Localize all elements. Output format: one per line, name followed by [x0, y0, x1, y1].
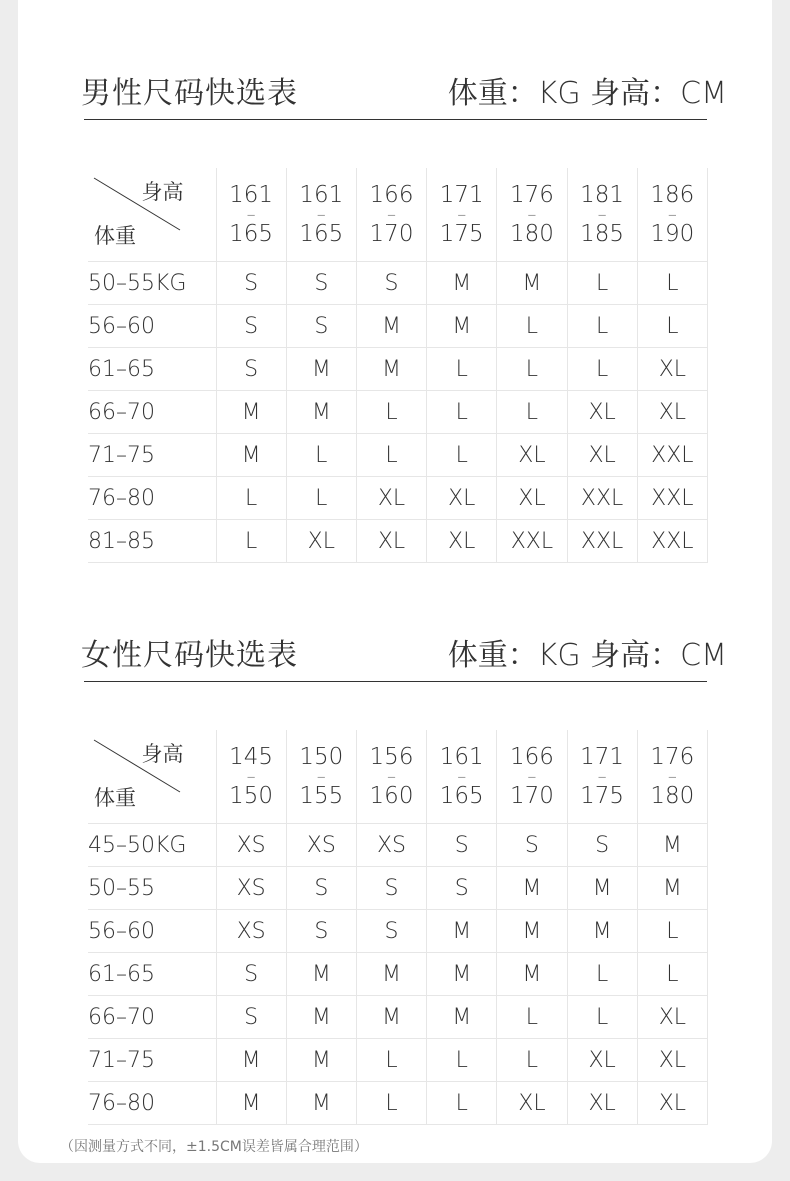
size-cell: XL	[497, 477, 567, 520]
corner-height-label: 身高	[141, 742, 184, 766]
weight-range-label: 50–55KG	[88, 262, 216, 305]
size-cell: M	[427, 996, 497, 1039]
size-cell: XL	[497, 1082, 567, 1125]
size-cell: S	[356, 867, 426, 910]
range-dash: –	[667, 765, 677, 787]
height-to: 190	[650, 220, 695, 247]
range-dash: –	[387, 203, 396, 225]
height-range-header	[216, 730, 286, 824]
women-units-label: 体重：KG 身高：CM	[447, 638, 727, 673]
size-cell: S	[216, 953, 286, 996]
size-cell: XL	[637, 1082, 707, 1125]
size-cell: M	[286, 1039, 356, 1082]
height-range-header	[637, 168, 707, 262]
size-cell: S	[497, 824, 567, 867]
size-cell: S	[216, 348, 286, 391]
height-from: 150	[299, 743, 344, 770]
size-cell: L	[497, 1039, 567, 1082]
table-row	[88, 1039, 708, 1082]
range-dash: –	[246, 765, 256, 787]
size-cell: M	[216, 434, 286, 477]
size-cell: XS	[286, 824, 356, 867]
height-range-header	[356, 730, 426, 824]
men-units-label: 体重：KG 身高：CM	[447, 76, 727, 111]
height-range-header	[567, 730, 637, 824]
weight-range-label: 71–75	[88, 434, 216, 477]
weight-range-label: 61–65	[88, 953, 216, 996]
men-section-title: 男性尺码快选表	[81, 76, 298, 111]
table-row	[88, 1082, 708, 1125]
corner-weight-label: 体重	[94, 224, 136, 248]
size-cell: XL	[497, 434, 567, 477]
height-from: 166	[509, 743, 554, 770]
size-cell: XL	[427, 477, 497, 520]
size-cell: XL	[637, 996, 707, 1039]
height-from: 171	[439, 181, 484, 208]
size-cell: L	[567, 953, 637, 996]
height-to: 180	[650, 782, 695, 809]
size-cell: XXL	[637, 477, 707, 520]
table-row	[88, 996, 708, 1039]
height-to: 175	[439, 220, 484, 247]
size-cell: M	[637, 824, 707, 867]
table-row	[88, 262, 708, 305]
height-range-header	[356, 168, 426, 262]
height-from: 176	[509, 181, 554, 208]
size-cell: L	[637, 953, 707, 996]
size-cell: XL	[567, 1082, 637, 1125]
size-cell: L	[356, 1039, 426, 1082]
height-range-header	[286, 730, 356, 824]
size-cell: XXL	[567, 520, 637, 563]
size-cell: M	[216, 1039, 286, 1082]
size-cell: M	[427, 910, 497, 953]
size-cell: M	[497, 910, 567, 953]
range-dash: –	[457, 203, 467, 225]
size-cell: L	[567, 348, 637, 391]
size-cell: L	[216, 520, 286, 563]
size-cell: M	[497, 953, 567, 996]
height-to: 180	[509, 220, 554, 247]
weight-range-label: 76–80	[88, 477, 216, 520]
size-cell: L	[567, 305, 637, 348]
size-cell: XXL	[637, 434, 707, 477]
size-cell: L	[356, 434, 426, 477]
height-range-header	[427, 730, 497, 824]
size-cell: S	[286, 867, 356, 910]
size-cell: S	[356, 262, 426, 305]
corner-height-label: 身高	[141, 180, 184, 204]
size-cell: M	[286, 1082, 356, 1125]
table-row	[88, 867, 708, 910]
size-cell: S	[427, 867, 497, 910]
size-cell: S	[356, 910, 426, 953]
size-cell: XL	[356, 520, 426, 563]
table-corner-cell	[88, 730, 216, 824]
size-cell: L	[637, 910, 707, 953]
size-cell: L	[567, 996, 637, 1039]
weight-range-label: 50–55	[88, 867, 216, 910]
height-to: 170	[509, 782, 554, 809]
corner-weight-label: 体重	[94, 786, 136, 810]
table-row	[88, 477, 708, 520]
size-cell: L	[356, 1082, 426, 1125]
height-from: 145	[229, 743, 274, 770]
height-from: 186	[650, 181, 695, 208]
size-cell: M	[356, 348, 426, 391]
size-cell: S	[216, 996, 286, 1039]
table-row	[88, 391, 708, 434]
size-cell: XS	[216, 867, 286, 910]
size-cell: S	[286, 262, 356, 305]
size-cell: L	[356, 391, 426, 434]
size-cell: L	[216, 477, 286, 520]
height-from: 176	[650, 743, 695, 770]
table-row	[88, 824, 708, 867]
size-cell: L	[427, 1039, 497, 1082]
men-size-table	[88, 168, 708, 563]
table-row	[88, 953, 708, 996]
size-cell: M	[427, 953, 497, 996]
height-to: 160	[369, 782, 414, 809]
size-cell: XL	[356, 477, 426, 520]
size-cell: M	[216, 391, 286, 434]
weight-range-label: 56–60	[88, 305, 216, 348]
height-from: 166	[369, 181, 414, 208]
range-dash: –	[316, 203, 326, 225]
weight-range-label: 56–60	[88, 910, 216, 953]
height-to: 175	[580, 782, 625, 809]
size-cell: XL	[637, 348, 707, 391]
weight-range-label: 61–65	[88, 348, 216, 391]
size-cell: XXL	[637, 520, 707, 563]
size-cell: XS	[356, 824, 426, 867]
height-to: 150	[229, 782, 274, 809]
height-from: 156	[369, 743, 414, 770]
height-range-header	[637, 730, 707, 824]
height-to: 155	[299, 782, 344, 809]
height-to: 165	[439, 782, 484, 809]
height-range-header	[497, 168, 567, 262]
size-cell: L	[497, 348, 567, 391]
height-from: 161	[439, 743, 484, 770]
size-cell: S	[216, 262, 286, 305]
table-row	[88, 348, 708, 391]
height-from: 161	[229, 181, 274, 208]
size-cell: L	[567, 262, 637, 305]
size-cell: XL	[427, 520, 497, 563]
size-cell: S	[216, 305, 286, 348]
size-cell: XL	[637, 391, 707, 434]
table-corner-cell	[88, 168, 216, 262]
size-cell: L	[497, 305, 567, 348]
height-range-header	[567, 168, 637, 262]
size-cell: M	[286, 996, 356, 1039]
table-row	[88, 434, 708, 477]
size-cell: XS	[216, 824, 286, 867]
range-dash: –	[387, 765, 396, 787]
height-from: 171	[580, 743, 625, 770]
size-cell: M	[356, 305, 426, 348]
size-cell: M	[356, 996, 426, 1039]
range-dash: –	[457, 765, 467, 787]
men-title-divider	[84, 119, 707, 120]
range-dash: –	[527, 765, 537, 787]
size-cell: S	[427, 824, 497, 867]
weight-range-label: 76–80	[88, 1082, 216, 1125]
size-cell: S	[286, 305, 356, 348]
size-cell: S	[286, 910, 356, 953]
size-cell: M	[286, 953, 356, 996]
table-row	[88, 520, 708, 563]
size-cell: XXL	[567, 477, 637, 520]
size-cell: L	[427, 348, 497, 391]
corner-label	[88, 730, 216, 823]
size-cell: L	[637, 305, 707, 348]
weight-range-label: 45–50KG	[88, 824, 216, 867]
size-cell: XL	[637, 1039, 707, 1082]
range-dash: –	[667, 203, 677, 225]
size-cell: L	[427, 1082, 497, 1125]
height-to: 170	[369, 220, 414, 247]
table-header-row	[88, 168, 708, 262]
weight-range-label: 66–70	[88, 996, 216, 1039]
size-cell: L	[427, 391, 497, 434]
height-from: 181	[580, 181, 625, 208]
women-section-title: 女性尺码快选表	[81, 638, 298, 673]
size-cell: M	[497, 867, 567, 910]
height-range-header	[427, 168, 497, 262]
height-to: 165	[229, 220, 274, 247]
size-cell: S	[567, 824, 637, 867]
size-cell: M	[427, 305, 497, 348]
size-cell: L	[427, 434, 497, 477]
women-title-divider	[84, 681, 707, 682]
size-cell: L	[497, 996, 567, 1039]
table-row	[88, 305, 708, 348]
range-dash: –	[597, 765, 607, 787]
weight-range-label: 81–85	[88, 520, 216, 563]
height-from: 161	[299, 181, 344, 208]
weight-range-label: 71–75	[88, 1039, 216, 1082]
size-cell: M	[356, 953, 426, 996]
measurement-note: （因测量方式不同，±1.5CM误差皆属合理范围）	[60, 1139, 368, 1155]
size-cell: L	[497, 391, 567, 434]
size-cell: M	[427, 262, 497, 305]
size-cell: XL	[286, 520, 356, 563]
size-cell: M	[637, 867, 707, 910]
height-range-header	[286, 168, 356, 262]
table-header-row	[88, 730, 708, 824]
height-range-header	[216, 168, 286, 262]
size-cell: M	[567, 867, 637, 910]
size-cell: XL	[567, 434, 637, 477]
weight-range-label: 66–70	[88, 391, 216, 434]
size-cell: M	[286, 348, 356, 391]
height-to: 165	[299, 220, 344, 247]
size-cell: XL	[567, 391, 637, 434]
size-cell: XL	[567, 1039, 637, 1082]
height-range-header	[497, 730, 567, 824]
corner-label	[88, 168, 216, 261]
size-cell: XS	[216, 910, 286, 953]
women-size-table	[88, 730, 708, 1125]
size-cell: M	[567, 910, 637, 953]
table-row	[88, 910, 708, 953]
size-chart-card	[18, 0, 772, 1163]
size-cell: M	[497, 262, 567, 305]
size-cell: L	[286, 434, 356, 477]
range-dash: –	[316, 765, 326, 787]
size-cell: M	[216, 1082, 286, 1125]
size-cell: L	[637, 262, 707, 305]
size-cell: XXL	[497, 520, 567, 563]
size-cell: L	[286, 477, 356, 520]
size-cell: M	[286, 391, 356, 434]
height-to: 185	[580, 220, 625, 247]
range-dash: –	[527, 203, 537, 225]
range-dash: –	[597, 203, 607, 225]
range-dash: –	[246, 203, 256, 225]
